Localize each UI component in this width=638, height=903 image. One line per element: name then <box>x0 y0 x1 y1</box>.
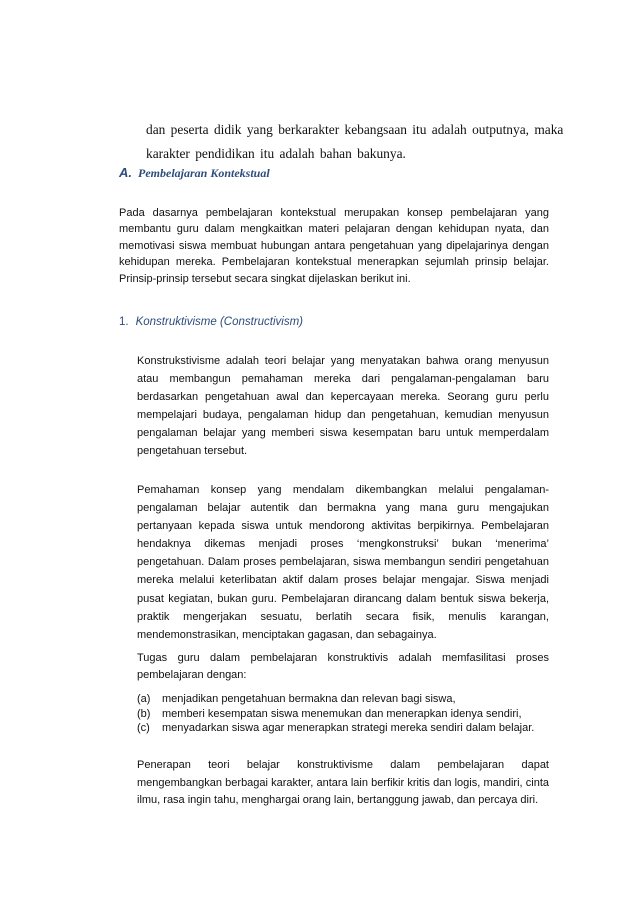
intro-line-2: karakter pendidikan itu adalah bahan bakunya. <box>146 146 406 161</box>
section-a-paragraph: Pada dasarnya pembelajaran kontekstual merupakan konsep pembelajaran yang membantu guru dalam mengkaitkan materi pelajaran dengan kehidupan nyata, dan memotivasi siswa membuat hubungan antara pengetahuan yang dipelajarinya dengan kehidupan mereka. Pembelajaran kontekstual menerapkan sejumlah prinsip belajar. Prinsip-prinsip tersebut secara singkat dijelaskan berikut ini. <box>119 207 549 285</box>
section-a-letter: A. <box>119 165 132 180</box>
constructivism-paragraph-1: Konstrukstivisme adalah teori belajar yang menyatakan bahwa orang menyusun atau membangun pemahaman mereka dari pengalaman-pengalaman baru berdasarkan pengetahuan awal dan kepercayaan mereka. Seorang guru perlu mempelajari budaya, pengalaman hidup dan pengetahuan, kemudian menyusun pengalaman belajar yang memberi siswa kesempatan baru untuk memperdalam pengetahuan tersebut. <box>137 355 549 457</box>
constructivism-paragraph-4: Penerapan teori belajar konstruktivisme dalam pembelajaran dapat mengembangkan berbagai karakter, antara lain berfikir kritis dan logis, mandiri, cinta ilmu, rasa ingin tahu, menghargai orang lain, bertanggung jawab, dan percaya diri. <box>137 759 549 807</box>
section-a-heading <box>119 165 270 181</box>
subsection-1-heading <box>119 316 303 328</box>
intro-line-1: dan peserta didik yang berkarakter kebangsaan itu adalah outputnya, maka <box>146 122 564 137</box>
subsection-1-title: Konstruktivisme (Constructivism) <box>135 316 304 328</box>
list-item <box>137 692 549 707</box>
list-item <box>137 721 549 736</box>
constructivism-paragraph-2: Pemahaman konsep yang mendalam dikembangkan melalui pengalaman-pengalaman belajar autentik dan bermakna yang mana guru mengajukan pertanyaan kepada siswa untuk mendorong aktivitas berpikirnya. Pembelajaran hendaknya dikemas menjadi proses ‘mengkonstruksi’ bukan ‘menerima’ pengetahuan. Dalam proses pembelajaran, siswa membangun sendiri pengetahuan mereka melalui keterlibatan aktif dalam proses belajar mengajar. Siswa menjadi pusat kegiatan, bukan guru. Pembelajaran dirancang dalam bentuk siswa bekerja, praktik mengerjakan sesuatu, berlatih secara fisik, menulis karangan, mendemonstrasikan, menciptakan gagasan, dan sebagainya. <box>137 484 549 641</box>
teacher-task-list <box>137 692 549 736</box>
intro-paragraph <box>146 118 564 166</box>
list-item-marker: (b) <box>137 707 151 720</box>
list-item-marker: (c) <box>137 722 150 735</box>
list-item-text: menyadarkan siswa agar menerapkan strategi mereka sendiri dalam belajar. <box>162 722 535 735</box>
list-item <box>137 707 549 722</box>
section-a-title: Pembelajaran Kontekstual <box>138 166 270 180</box>
subsection-1-number: 1. <box>119 316 129 328</box>
paragraph-3-line-1: Tugas guru dalam pembelajaran konstruktivis adalah memfasilitasi proses <box>137 652 549 664</box>
list-item-text: memberi kesempatan siswa menemukan dan menerapkan idenya sendiri, <box>162 707 522 720</box>
constructivism-paragraph-3 <box>137 650 549 685</box>
list-item-text: menjadikan pengetahuan bermakna dan relevan bagi siswa, <box>162 693 456 705</box>
paragraph-3-line-2: pembelajaran dengan: <box>137 669 247 682</box>
list-item-marker: (a) <box>137 693 151 705</box>
